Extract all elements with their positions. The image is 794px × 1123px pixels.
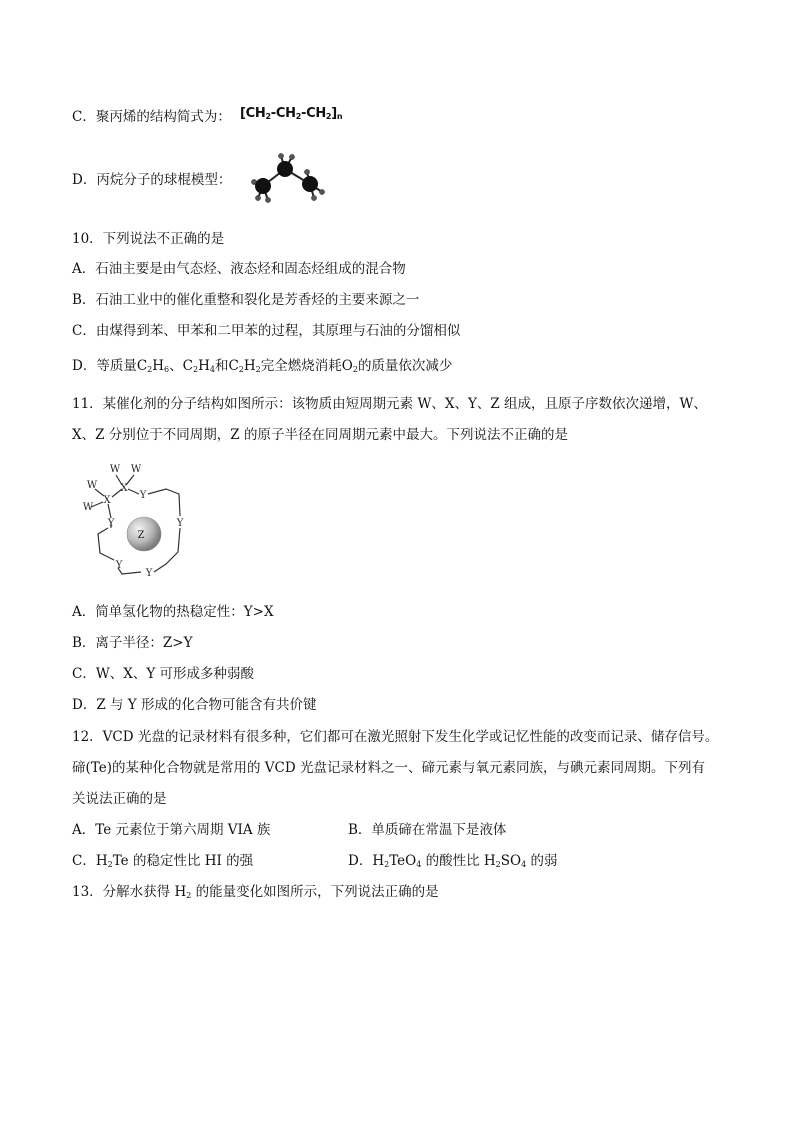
q9-option-d-label: D．丙烷分子的球棍模型： [72,172,232,188]
atom-w-label: W [130,464,142,475]
atom-w-label: W [82,502,94,513]
q10-option-a: A．石油主要是由气态烃、液态烃和固态烃组成的混合物 [72,261,406,277]
q12-option-a: A．Te 元素位于第六周期 VIA 族 [72,822,271,838]
q10-stem: 10．下列说法不正确的是 [72,231,225,247]
q12-stem-line2: 碲(Te)的某种化合物就是常用的 VCD 光盘记录材料之一、碲元素与氧元素同族，与碘元素同周期。下列有 [72,760,705,776]
q11-option-a: A．简单氢化物的热稳定性：Y>X [72,604,274,620]
q12-stem-line1: 12．VCD 光盘的记录材料有很多种，它们都可在激光照射下发生化学或记忆性能的改变而记录、储存信号。 [72,729,719,745]
q9-polypropylene-formula: $[CH_2-CH_2-CH_2]_n$ [240,106,343,121]
atom-y-label: Y [176,518,184,529]
q11-option-c: C．W、X、Y 可形成多种弱酸 [72,666,255,682]
q10-option-c: C．由煤得到苯、甲苯和二甲苯的过程，其原理与石油的分馏相似 [72,323,461,339]
atom-w-label: W [86,480,98,491]
q12-stem-line3: 关说法正确的是 [72,791,167,807]
atom-y-label: Y [145,568,153,579]
atom-y-label: Y [115,560,123,571]
q11-option-d: D．Z 与 Y 形成的化合物可能含有共价键 [72,697,317,713]
atom-y-label: Y [139,490,147,501]
q10-option-d: D．等质量$C_2H_6$、$C_2H_4$和$C_2H_2$完全燃烧消耗$O_2$的质量依次减少 [72,358,453,374]
q12-option-c: C．$H_2Te$ 的稳定性比 HI 的强 [72,853,254,869]
q12-option-d: D．$H_2TeO_4$ 的酸性比 $H_2SO_4$ 的弱 [348,853,558,869]
q11-stem-line1: 11．某催化剂的分子结构如图所示：该物质由短周期元素 W、X、Y、Z 组成，且原子序数依次递增，W、 [72,396,707,412]
q11-stem-line2: X、Z 分别位于不同周期，Z 的原子半径在同周期元素中最大。下列说法不正确的是 [72,427,568,443]
atom-y-label: Y [107,518,115,529]
q11-molecular-structure-figure [78,458,208,588]
atom-w-label: W [109,464,121,475]
q11-option-b: B．离子半径：Z>Y [72,635,193,651]
q12-option-b: B．单质碲在常温下是液体 [348,822,507,838]
atom-z-label: Z [137,530,145,541]
q13-stem: 13．分解水获得 $H_2$ 的能量变化如图所示，下列说法正确的是 [72,884,439,900]
atom-x-label: X [120,483,128,494]
propane-ball-stick-model [244,148,334,210]
atom-x-label: X [103,495,111,506]
q9-option-c-label: C．聚丙烯的结构简式为： [72,109,231,125]
q10-option-b: B．石油工业中的催化重整和裂化是芳香烃的主要来源之一 [72,292,420,308]
